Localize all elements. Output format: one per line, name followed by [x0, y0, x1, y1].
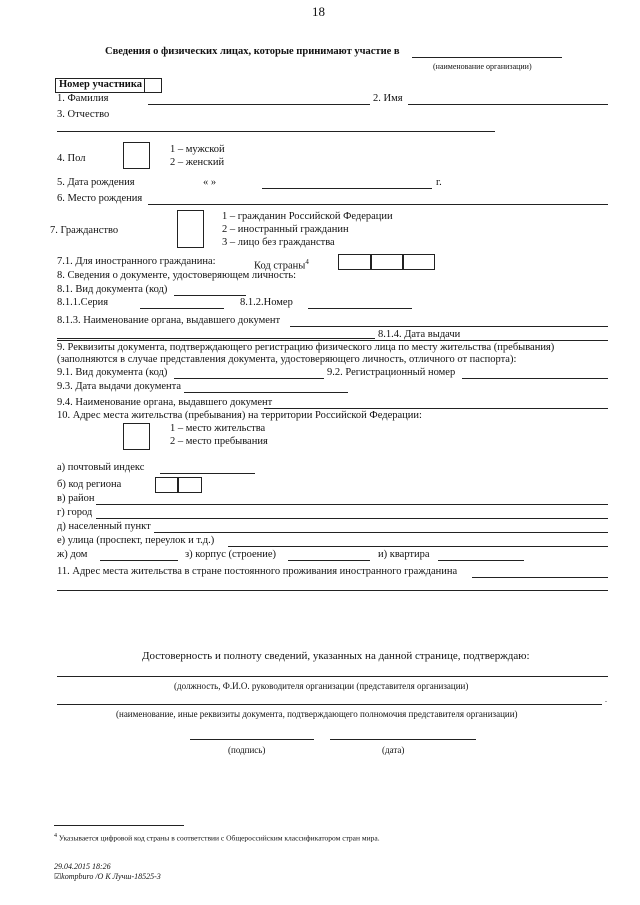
street-label: е) улица (проспект, переулок и т.д.)	[57, 535, 215, 546]
reg-number-field[interactable]	[462, 378, 608, 379]
country-code-cell-3[interactable]	[402, 254, 435, 270]
print-stamp: ☑kompburo /О К Лучш-18525-3	[54, 872, 161, 881]
reg-doc-note: (заполняются в случае представления документа, удостоверяющего личность, отличного от паспорта):	[57, 354, 517, 365]
org-name-line[interactable]	[412, 57, 562, 58]
flat-field[interactable]	[438, 560, 524, 561]
flat-label: и) квартира	[378, 549, 430, 560]
print-timestamp: 29.04.2015 18:26	[54, 862, 111, 871]
address-type-field[interactable]	[123, 423, 150, 450]
name-label: 2. Имя	[373, 93, 403, 104]
footnote-separator	[54, 825, 184, 826]
address-option-residence: 1 – место жительства	[170, 423, 266, 434]
name-field[interactable]	[408, 104, 608, 105]
authority-doc-caption: (наименование, иные реквизиты документа, подтверждающего полномочия представителя организации)	[116, 709, 518, 719]
confirmation-text: Достоверность и полноту сведений, указанных на данной странице, подтверждаю:	[142, 650, 530, 662]
citizenship-label: 7. Гражданство	[50, 225, 119, 236]
reg-doc-type-label: 9.1. Вид документа (код)	[57, 367, 168, 378]
foreign-address-label: 11. Адрес места жительства в стране постоянного проживания иностранного гражданина	[57, 566, 458, 577]
doc-number-label: 8.1.2.Номер	[240, 297, 293, 308]
date-field[interactable]	[330, 739, 476, 740]
reg-date-field[interactable]	[184, 392, 348, 393]
doc-series-field[interactable]	[140, 308, 224, 309]
doc-issuer-label: 8.1.3. Наименование органа, выдавшего документ	[57, 315, 281, 326]
reg-date-label: 9.3. Дата выдачи документа	[57, 381, 182, 392]
birth-date-label: 5. Дата рождения	[57, 177, 135, 188]
country-code-cell-2[interactable]	[370, 254, 404, 270]
address-label: 10. Адрес места жительства (пребывания) на территории Российской Федерации:	[57, 410, 422, 421]
date-caption: (дата)	[382, 745, 405, 755]
citizenship-option-rf: 1 – гражданин Российской Федерации	[222, 211, 393, 222]
city-field[interactable]	[96, 518, 608, 519]
reg-doc-label: 9. Реквизиты документа, подтверждающего регистрацию физического лица по месту жительства (пребывания)	[57, 342, 555, 353]
signature-field[interactable]	[190, 739, 314, 740]
region-code-cell-2[interactable]	[177, 477, 202, 493]
authority-doc-field[interactable]	[57, 704, 602, 705]
country-code-cell-1[interactable]	[338, 254, 372, 270]
district-label: в) район	[57, 493, 95, 504]
foreign-address-field-1[interactable]	[472, 577, 608, 578]
locality-label: д) населенный пункт	[57, 521, 151, 532]
sex-label: 4. Пол	[57, 153, 86, 164]
page-title: Сведения о физических лицах, которые принимают участие в	[105, 46, 400, 57]
citizenship-field[interactable]	[177, 210, 204, 248]
country-code-label: Код страны$^4$	[254, 258, 309, 272]
building-field[interactable]	[288, 560, 370, 561]
region-code-label: б) код региона	[57, 479, 122, 490]
sex-field[interactable]	[123, 142, 150, 169]
doc-issue-date-label: 8.1.4. Дата выдачи	[378, 329, 461, 340]
birth-month-year-field[interactable]	[262, 188, 432, 189]
reg-issuer-field[interactable]	[264, 408, 608, 409]
id-doc-label: 8. Сведения о документе, удостоверяющем личность:	[57, 270, 297, 281]
doc-issuer-field-1[interactable]	[290, 326, 608, 327]
house-field[interactable]	[100, 560, 178, 561]
street-field[interactable]	[228, 546, 608, 547]
doc-type-field[interactable]	[174, 295, 246, 296]
doc-series-label: 8.1.1.Серия	[57, 297, 109, 308]
foreign-address-field-2[interactable]	[57, 590, 608, 591]
sex-option-male: 1 – мужской	[170, 144, 225, 155]
patronymic-field[interactable]	[57, 131, 495, 132]
org-name-caption: (наименование организации)	[433, 62, 532, 71]
postal-code-field[interactable]	[160, 473, 255, 474]
surname-field[interactable]	[148, 104, 370, 105]
participant-number-label: Номер участника	[59, 79, 142, 90]
district-field[interactable]	[96, 504, 608, 505]
reg-issuer-label: 9.4. Наименование органа, выдавшего документ	[57, 397, 273, 408]
citizenship-option-stateless: 3 – лицо без гражданства	[222, 237, 335, 248]
sex-option-female: 2 – женский	[170, 157, 225, 168]
birth-day-quotes: « »	[203, 177, 217, 188]
page-number: 18	[312, 4, 325, 19]
footnote: $^4$ Указывается цифровой код страны в соответствии с Общероссийским классификатором стран мира.	[54, 833, 380, 843]
doc-number-field[interactable]	[308, 308, 412, 309]
birth-place-label: 6. Место рождения	[57, 193, 143, 204]
signature-caption: (подпись)	[228, 745, 266, 755]
section8-divider	[57, 340, 608, 341]
locality-field[interactable]	[154, 532, 608, 533]
building-label: з) корпус (строение)	[185, 549, 277, 560]
citizenship-option-foreign: 2 – иностранный гражданин	[222, 224, 349, 235]
address-option-stay: 2 – место пребывания	[170, 436, 268, 447]
patronymic-label: 3. Отчество	[57, 109, 110, 120]
checkbox-mark-icon: ☑	[54, 872, 62, 881]
participant-number-field[interactable]	[144, 78, 162, 93]
reg-doc-type-field[interactable]	[174, 378, 324, 379]
doc-type-label: 8.1. Вид документа (код)	[57, 284, 168, 295]
city-label: г) город	[57, 507, 93, 518]
participant-number-label-box	[55, 78, 145, 93]
authority-doc-dot: .	[605, 695, 607, 704]
reg-number-label: 9.2. Регистрационный номер	[327, 367, 456, 378]
birth-place-field[interactable]	[148, 204, 608, 205]
representative-field[interactable]	[57, 676, 608, 677]
region-code-cell-1[interactable]	[155, 477, 179, 493]
representative-caption: (должность, Ф.И.О. руководителя организации (представителя организации)	[174, 681, 469, 691]
birth-year-suffix: г.	[436, 177, 442, 188]
doc-issuer-field-2[interactable]	[57, 338, 375, 339]
foreign-label: 7.1. Для иностранного гражданина:	[57, 256, 216, 267]
surname-label: 1. Фамилия	[57, 93, 109, 104]
house-label: ж) дом	[57, 549, 88, 560]
postal-code-label: а) почтовый индекс	[57, 462, 145, 473]
